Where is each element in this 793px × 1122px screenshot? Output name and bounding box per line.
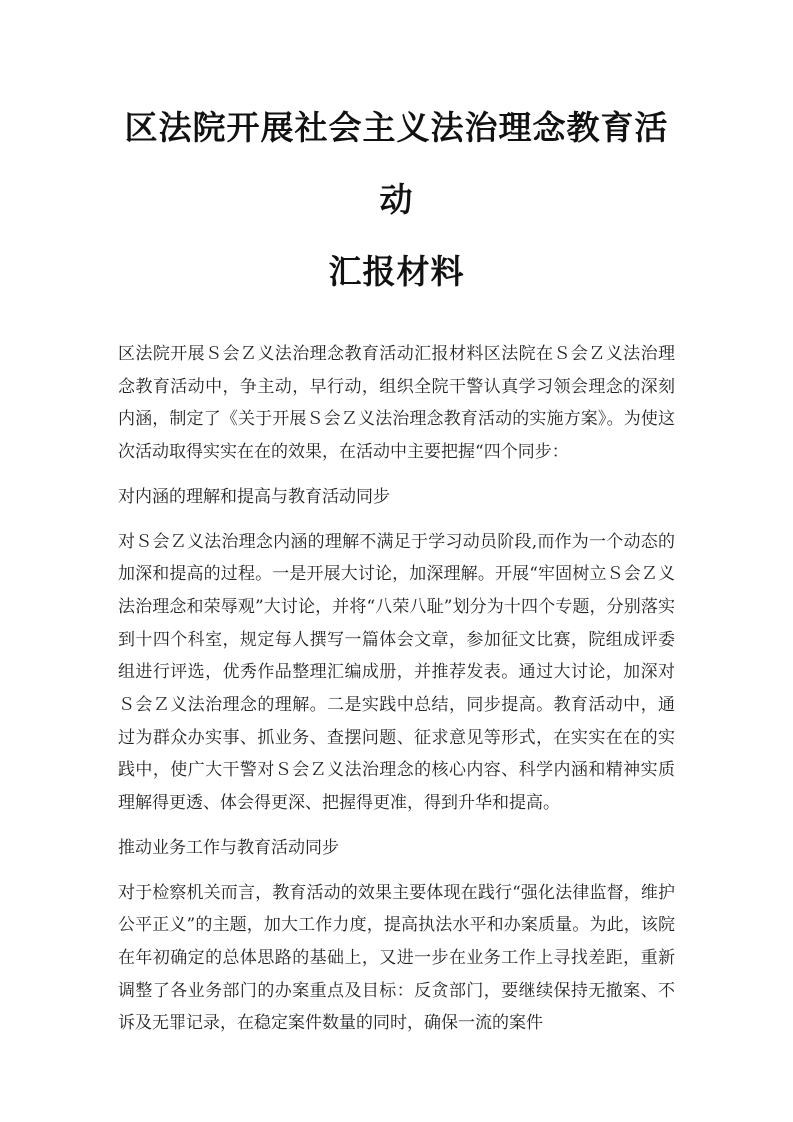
section-paragraph-1: 对Ｓ会Ｚ义法治理念内涵的理解不满足于学习动员阶段,而作为一个动态的加深和提高的过程。一是开展大讨论，加深理解。开展“牢固树立Ｓ会Ｚ义法治理念和荣辱观”大讨论，并将“八荣八耻”划分为十四个专题，分别落实到十四个科室，规定每人撰写一篇体会文章，参加征文比赛，院组成评委组进行评选，优秀作品整理汇编成册，并推荐发表。通过大讨论，加深对Ｓ会Ｚ义法治理念的理解。二是实践中总结，同步提高。教育活动中，通过为群众办实事、抓业务、查摆问题、征求意见等形式，在实实在在的实践中，使广大干警对Ｓ会Ｚ义法治理念的核心内容、科学内涵和精神实质理解得更透、体会得更深、把握得更准，得到升华和提高。 xyxy=(118,531,675,814)
section-paragraph-2: 对于检察机关而言，教育活动的效果主要体现在践行“强化法律监督，维护公平正义”的主题，加大工作力度，提高执法水平和办案质量。为此，该院在年初确定的总体思路的基础上，又进一步在业务工作上寻找差距，重新调整了各业务部门的办案重点及目标：反贪部门，要继续保持无撤案、不诉及无罪记录，在稳定案件数量的同时，确保一流的案件 xyxy=(118,882,675,1034)
document-title xyxy=(118,92,675,308)
section-heading-1: 对内涵的理解和提高与教育活动同步 xyxy=(118,486,390,507)
title-line-2: 汇报材料 xyxy=(328,252,465,291)
intro-paragraph: 区法院开展Ｓ会Ｚ义法治理念教育活动汇报材料区法院在Ｓ会Ｚ义法治理念教育活动中，争主动，早行动，组织全院干警认真学习领会理念的深刻内涵，制定了《关于开展Ｓ会Ｚ义法治理念教育活动的实施方案》。为使这次活动取得实实在在的效果，在活动中主要把握“四个同步： xyxy=(118,344,675,463)
section-heading-2: 推动业务工作与教育活动同步 xyxy=(118,837,339,858)
title-line-1: 区法院开展社会主义法治理念教育活动 xyxy=(124,108,669,219)
document-body xyxy=(118,338,675,1040)
